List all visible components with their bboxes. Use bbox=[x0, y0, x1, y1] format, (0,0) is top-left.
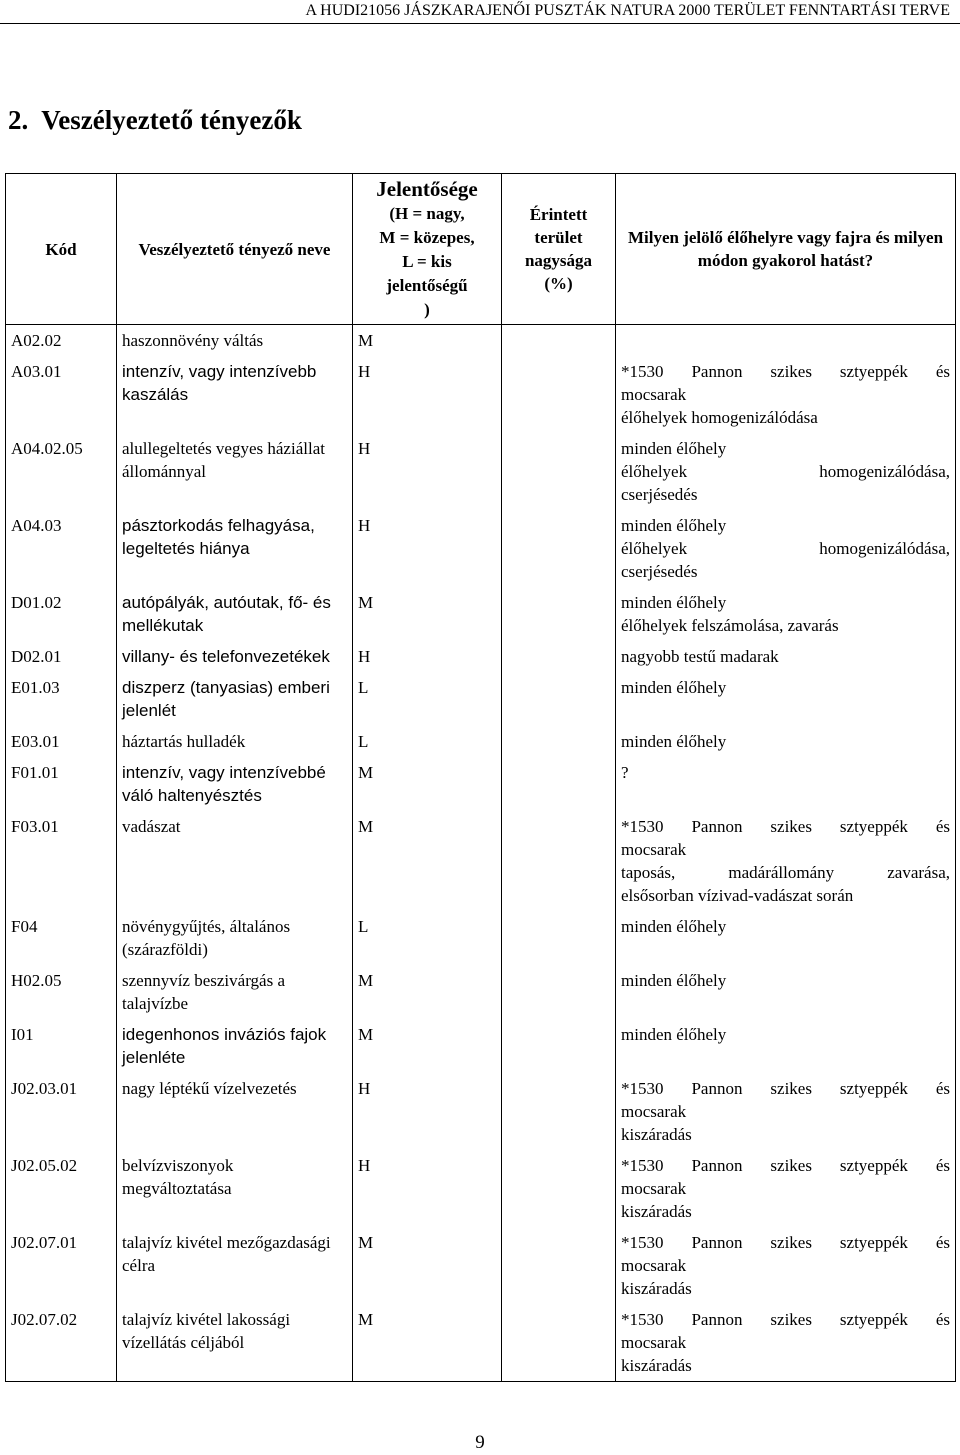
threat-significance: M bbox=[353, 1304, 502, 1382]
effect-line: *1530 Pannon szikes sztyeppék és bbox=[621, 1233, 950, 1252]
affected-area bbox=[502, 510, 616, 587]
affected-area bbox=[502, 433, 616, 510]
threat-effect bbox=[616, 965, 956, 1019]
header-significance-line: ) bbox=[424, 300, 430, 319]
effect-line: kiszáradás bbox=[621, 1125, 692, 1144]
threat-significance: L bbox=[353, 726, 502, 757]
affected-area bbox=[502, 911, 616, 965]
effect-line: kiszáradás bbox=[621, 1202, 692, 1221]
threat-significance: M bbox=[353, 757, 502, 811]
table-header-row bbox=[6, 174, 956, 325]
running-header bbox=[0, 0, 960, 24]
threat-code: A03.01 bbox=[6, 356, 117, 433]
threat-effect bbox=[616, 433, 956, 510]
effect-line: taposás, madárállomány zavarása, bbox=[621, 863, 950, 882]
section-title bbox=[8, 103, 302, 137]
threat-code: F04 bbox=[6, 911, 117, 965]
effect-line: mocsarak bbox=[621, 840, 687, 859]
table-row bbox=[6, 965, 956, 1019]
threat-name: alullegeltetés vegyes háziállat állománnyal bbox=[117, 433, 353, 510]
header-significance-line: (H = nagy, bbox=[389, 204, 465, 223]
threat-effect bbox=[616, 510, 956, 587]
running-header-text: A HUDI21056 JÁSZKARAJENŐI PUSZTÁK NATURA 2000 TERÜLET FENNTARTÁSI TERVE bbox=[305, 2, 950, 19]
threat-effect bbox=[616, 911, 956, 965]
threat-name: szennyvíz beszivárgás a talajvízbe bbox=[117, 965, 353, 1019]
threat-code: D01.02 bbox=[6, 587, 117, 641]
threat-significance: M bbox=[353, 811, 502, 911]
threat-name: diszperz (tanyasias) emberi jelenlét bbox=[117, 672, 353, 726]
effect-line: élőhelyek homogenizálódása, bbox=[621, 462, 950, 481]
threat-significance: M bbox=[353, 587, 502, 641]
threat-name: vadászat bbox=[117, 811, 353, 911]
threat-effect bbox=[616, 757, 956, 811]
threat-code: A02.02 bbox=[6, 325, 117, 357]
threat-code: A04.02.05 bbox=[6, 433, 117, 510]
affected-area bbox=[502, 672, 616, 726]
threat-code: J02.05.02 bbox=[6, 1150, 117, 1227]
effect-line: élőhelyek homogenizálódása bbox=[621, 408, 818, 427]
effect-line: elsősorban vízivad-vadászat során bbox=[621, 886, 854, 905]
threat-significance: M bbox=[353, 325, 502, 357]
effect-line: minden élőhely bbox=[621, 678, 727, 697]
threat-effect bbox=[616, 811, 956, 911]
affected-area bbox=[502, 757, 616, 811]
table-row bbox=[6, 1019, 956, 1073]
table-row bbox=[6, 510, 956, 587]
table-row bbox=[6, 811, 956, 911]
threat-code: I01 bbox=[6, 1019, 117, 1073]
effect-line: minden élőhely bbox=[621, 732, 727, 751]
affected-area bbox=[502, 641, 616, 672]
threat-significance: L bbox=[353, 672, 502, 726]
table-body bbox=[6, 325, 956, 1382]
threat-name: talajvíz kivétel mezőgazdasági célra bbox=[117, 1227, 353, 1304]
table-row bbox=[6, 1073, 956, 1150]
threat-effect bbox=[616, 672, 956, 726]
effect-line: mocsarak bbox=[621, 1102, 687, 1121]
threat-code: F01.01 bbox=[6, 757, 117, 811]
threat-effect bbox=[616, 726, 956, 757]
threat-code: E01.03 bbox=[6, 672, 117, 726]
table-row bbox=[6, 325, 956, 357]
threat-effect bbox=[616, 1227, 956, 1304]
header-significance-title: Jelentősége bbox=[376, 177, 478, 201]
header-code: Kód bbox=[6, 174, 117, 325]
threat-significance: M bbox=[353, 965, 502, 1019]
effect-line: minden élőhely bbox=[621, 1025, 727, 1044]
effect-line: cserjésedés bbox=[621, 485, 698, 504]
threat-name: intenzív, vagy intenzívebbé váló haltenyésztés bbox=[117, 757, 353, 811]
effect-line: kiszáradás bbox=[621, 1279, 692, 1298]
threat-name: intenzív, vagy intenzívebb kaszálás bbox=[117, 356, 353, 433]
table-row bbox=[6, 1150, 956, 1227]
threat-significance: H bbox=[353, 641, 502, 672]
effect-line: minden élőhely bbox=[621, 516, 727, 535]
threat-name: belvízviszonyok megváltoztatása bbox=[117, 1150, 353, 1227]
affected-area bbox=[502, 965, 616, 1019]
table-row bbox=[6, 1304, 956, 1382]
threat-name: autópályák, autóutak, fő- és mellékutak bbox=[117, 587, 353, 641]
effect-line: ? bbox=[621, 763, 629, 782]
header-significance bbox=[353, 174, 502, 325]
table-row bbox=[6, 726, 956, 757]
threat-significance: H bbox=[353, 510, 502, 587]
header-significance-line: M = közepes, bbox=[379, 228, 475, 247]
effect-line: cserjésedés bbox=[621, 562, 698, 581]
affected-area bbox=[502, 1073, 616, 1150]
affected-area bbox=[502, 1227, 616, 1304]
threat-significance: M bbox=[353, 1019, 502, 1073]
effect-line: minden élőhely bbox=[621, 917, 727, 936]
effect-line: *1530 Pannon szikes sztyeppék és bbox=[621, 817, 950, 836]
threat-code: H02.05 bbox=[6, 965, 117, 1019]
section-number: 2. bbox=[8, 105, 29, 135]
table-row bbox=[6, 911, 956, 965]
effect-line: élőhelyek homogenizálódása, bbox=[621, 539, 950, 558]
page-number: 9 bbox=[475, 1432, 485, 1453]
threat-significance: H bbox=[353, 356, 502, 433]
affected-area bbox=[502, 1304, 616, 1382]
header-affected-area: Érintett terület nagysága (%) bbox=[502, 174, 616, 325]
affected-area bbox=[502, 1019, 616, 1073]
header-threat-name: Veszélyeztető tényező neve bbox=[117, 174, 353, 325]
threat-effect bbox=[616, 1019, 956, 1073]
effect-line: minden élőhely bbox=[621, 971, 727, 990]
table-row bbox=[6, 587, 956, 641]
header-significance-line: L = kis bbox=[402, 252, 452, 271]
effect-line: kiszáradás bbox=[621, 1356, 692, 1375]
threat-name: talajvíz kivétel lakossági vízellátás céljából bbox=[117, 1304, 353, 1382]
effect-line: nagyobb testű madarak bbox=[621, 647, 779, 666]
effect-line: *1530 Pannon szikes sztyeppék és bbox=[621, 1079, 950, 1098]
threat-significance: H bbox=[353, 1073, 502, 1150]
table-row bbox=[6, 433, 956, 510]
threat-effect bbox=[616, 1073, 956, 1150]
threat-effect bbox=[616, 356, 956, 433]
threat-name: idegenhonos inváziós fajok jelenléte bbox=[117, 1019, 353, 1073]
threat-code: J02.07.01 bbox=[6, 1227, 117, 1304]
section-title-text: Veszélyeztető tényezők bbox=[41, 105, 302, 135]
threat-name: haszonnövény váltás bbox=[117, 325, 353, 357]
threat-significance: M bbox=[353, 1227, 502, 1304]
threat-name: növénygyűjtés, általános (szárazföldi) bbox=[117, 911, 353, 965]
threat-effect bbox=[616, 1304, 956, 1382]
table-row bbox=[6, 757, 956, 811]
table-row bbox=[6, 356, 956, 433]
effect-line: *1530 Pannon szikes sztyeppék és bbox=[621, 362, 950, 381]
threat-code: E03.01 bbox=[6, 726, 117, 757]
threat-name: villany- és telefonvezetékek bbox=[117, 641, 353, 672]
effect-line: minden élőhely bbox=[621, 593, 727, 612]
effect-line: mocsarak bbox=[621, 1333, 687, 1352]
threat-code: A04.03 bbox=[6, 510, 117, 587]
affected-area bbox=[502, 587, 616, 641]
threat-effect bbox=[616, 1150, 956, 1227]
affected-area bbox=[502, 811, 616, 911]
threats-table bbox=[5, 173, 956, 1382]
effect-line: mocsarak bbox=[621, 385, 687, 404]
effect-line: mocsarak bbox=[621, 1179, 687, 1198]
affected-area bbox=[502, 726, 616, 757]
effect-line: *1530 Pannon szikes sztyeppék és bbox=[621, 1156, 950, 1175]
effect-line: mocsarak bbox=[621, 1256, 687, 1275]
threat-name: pásztorkodás felhagyása, legeltetés hiánya bbox=[117, 510, 353, 587]
effect-line: *1530 Pannon szikes sztyeppék és bbox=[621, 1310, 950, 1329]
threat-name: háztartás hulladék bbox=[117, 726, 353, 757]
threat-code: D02.01 bbox=[6, 641, 117, 672]
threat-effect bbox=[616, 641, 956, 672]
threat-code: F03.01 bbox=[6, 811, 117, 911]
threat-name: nagy léptékű vízelvezetés bbox=[117, 1073, 353, 1150]
affected-area bbox=[502, 356, 616, 433]
header-effect: Milyen jelölő élőhelyre vagy fajra és milyen módon gyakorol hatást? bbox=[616, 174, 956, 325]
affected-area bbox=[502, 1150, 616, 1227]
effect-line: élőhelyek felszámolása, zavarás bbox=[621, 616, 839, 635]
affected-area bbox=[502, 325, 616, 357]
table-row bbox=[6, 672, 956, 726]
header-significance-line: jelentőségű bbox=[386, 276, 468, 295]
threat-effect bbox=[616, 325, 956, 357]
threat-code: J02.07.02 bbox=[6, 1304, 117, 1382]
threat-significance: L bbox=[353, 911, 502, 965]
table-row bbox=[6, 641, 956, 672]
table-row bbox=[6, 1227, 956, 1304]
threat-code: J02.03.01 bbox=[6, 1073, 117, 1150]
threat-effect bbox=[616, 587, 956, 641]
threat-significance: H bbox=[353, 1150, 502, 1227]
threat-significance: H bbox=[353, 433, 502, 510]
effect-line: minden élőhely bbox=[621, 439, 727, 458]
